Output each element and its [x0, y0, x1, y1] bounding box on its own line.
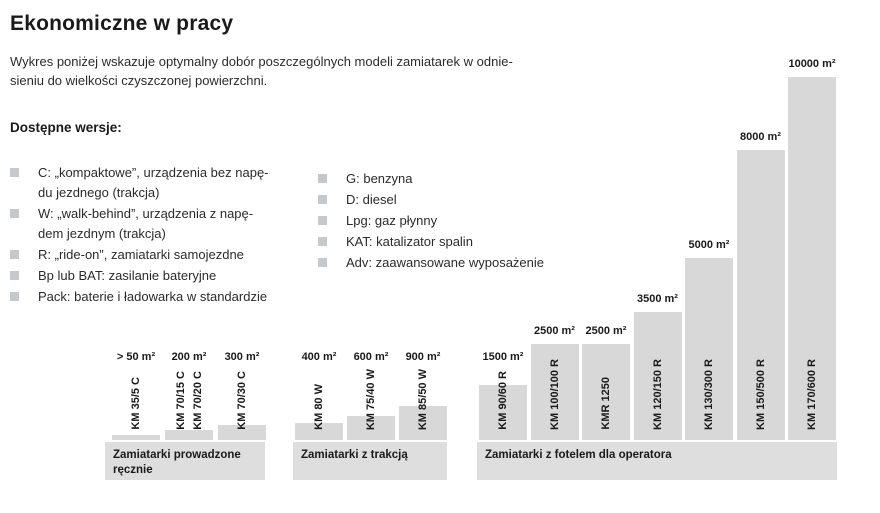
model-label: KMR 1250 [600, 377, 612, 430]
area-value-label: 900 m² [405, 351, 441, 363]
legend-item-line: Adv: zaawansowane wyposażenie [346, 255, 545, 270]
model-label-group [685, 359, 733, 430]
model-label-group [531, 359, 579, 430]
model-label: KM 70/15 C [174, 371, 187, 430]
model-label-group [295, 384, 343, 430]
model-label: KM 85/50 W [417, 368, 429, 430]
versions-heading: Dostępne wersje: [10, 120, 122, 135]
model-label-group [788, 359, 836, 430]
model-label-group [634, 359, 682, 430]
area-value-label: 2500 m² [585, 325, 627, 337]
area-bar [112, 435, 160, 440]
model-label: KM 130/300 R [703, 359, 715, 430]
area-bar [165, 430, 213, 440]
model-label-group [479, 371, 527, 430]
model-label-group [347, 369, 395, 430]
model-label-group [399, 369, 447, 430]
area-value-label: 8000 m² [740, 131, 781, 143]
model-label: KM 150/500 R [754, 359, 767, 430]
area-value-label: 200 m² [171, 351, 207, 363]
model-label-group [218, 371, 266, 430]
intro-line-1: Wykres poniżej wskazuje optymalny dobór poszczególnych modeli zamiatarek w odnie- [10, 54, 513, 69]
model-label-group [582, 377, 630, 430]
legend-item-line: Bp lub BAT: zasilanie bateryjne [38, 268, 217, 283]
legend-item-line: W: „walk-behind”, urządzenia z napę- [38, 206, 254, 221]
legend-item-line: D: diesel [346, 192, 397, 207]
area-value-label: 600 m² [353, 351, 389, 363]
model-label: KM 120/150 R [651, 359, 664, 430]
legend-item-line: C: „kompaktowe”, urządzenia bez napę- [38, 165, 269, 180]
legend-item-line: dem jezdnym (trakcja) [38, 226, 166, 241]
area-value-label: 10000 m² [788, 58, 836, 70]
model-label-group [165, 371, 213, 430]
legend-item-line: du jezdnego (trakcja) [38, 185, 160, 200]
legend-item-line: Pack: baterie i ładowarka w standardzie [38, 289, 268, 304]
chart-group-label: ręcznie [113, 464, 153, 476]
page-title: Ekonomiczne w pracy [10, 12, 234, 35]
model-label: KM 90/60 R [497, 371, 509, 430]
model-label: KM 70/20 C [191, 371, 204, 430]
model-label: KM 35/5 C [130, 377, 142, 430]
model-label: KM 75/40 W [365, 368, 377, 430]
legend-item-line: G: benzyna [346, 171, 413, 186]
legend-item-line: Lpg: gaz płynny [346, 213, 438, 228]
area-value-label: 5000 m² [688, 239, 730, 251]
model-label: KM 80 W [313, 384, 325, 430]
chart-group-label: Zamiatarki z fotelem dla operatora [485, 449, 672, 461]
model-label-group [112, 377, 160, 430]
chart-group-box [477, 442, 837, 480]
area-value-label: 2500 m² [534, 325, 575, 337]
area-value-label: 300 m² [224, 351, 260, 363]
chart-group-box [105, 442, 265, 480]
chart-group-label: Zamiatarki prowadzone [113, 449, 241, 461]
legend-item-line: R: „ride-on”, zamiatarki samojezdne [38, 247, 244, 262]
chart-group-label: Zamiatarki z trakcją [301, 449, 408, 461]
area-value-label: 1500 m² [482, 351, 524, 363]
model-label-group [737, 359, 785, 430]
area-value-label: 3500 m² [637, 293, 678, 305]
model-label: KM 170/600 R [806, 359, 818, 430]
intro-line-2: sieniu do wielkości czyszczonej powierzchni. [10, 73, 268, 88]
chart-group-box [293, 442, 447, 480]
model-label: KM 70/30 C [236, 371, 248, 430]
legend-item-line: KAT: katalizator spalin [346, 234, 473, 249]
area-value-label: > 50 m² [116, 351, 156, 363]
area-value-label: 400 m² [301, 351, 337, 363]
model-label: KM 100/100 R [548, 359, 561, 430]
